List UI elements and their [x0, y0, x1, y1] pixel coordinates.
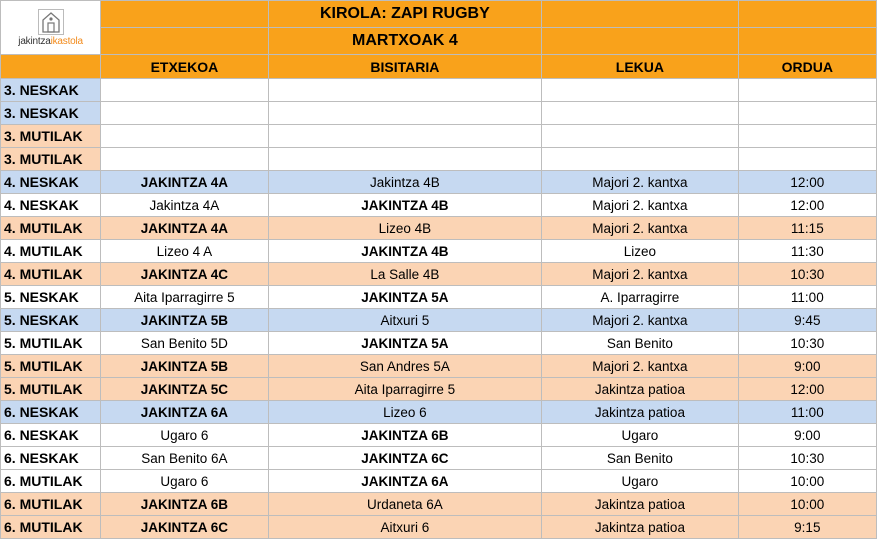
table-row [1, 194, 877, 217]
home-team-cell [101, 148, 268, 171]
time-cell [738, 125, 876, 148]
table-row [1, 309, 877, 332]
group-label: 4. NESKAK [1, 194, 101, 217]
home-team-cell: JAKINTZA 5C [101, 378, 268, 401]
table-row [1, 470, 877, 493]
home-team-cell: Ugaro 6 [101, 424, 268, 447]
home-team-cell: JAKINTZA 5B [101, 355, 268, 378]
table-row [1, 516, 877, 539]
logo-text-jakintza: jakintza [18, 35, 51, 47]
home-team-cell: JAKINTZA 4C [101, 263, 268, 286]
place-cell [542, 79, 738, 102]
logo-cell [1, 1, 101, 55]
table-row [1, 355, 877, 378]
place-cell: Majori 2. kantxa [542, 171, 738, 194]
home-team-cell: Ugaro 6 [101, 470, 268, 493]
header-spacer [542, 28, 738, 55]
place-cell [542, 125, 738, 148]
away-team-cell: Jakintza 4B [268, 171, 542, 194]
time-cell: 11:00 [738, 401, 876, 424]
table-row [1, 240, 877, 263]
group-label: 3. MUTILAK [1, 125, 101, 148]
away-team-cell: JAKINTZA 4B [268, 194, 542, 217]
time-cell: 10:30 [738, 263, 876, 286]
group-label: 6. MUTILAK [1, 493, 101, 516]
group-label: 6. NESKAK [1, 424, 101, 447]
place-cell: Jakintza patioa [542, 378, 738, 401]
away-team-cell: JAKINTZA 5A [268, 286, 542, 309]
time-cell: 9:15 [738, 516, 876, 539]
group-label: 5. NESKAK [1, 309, 101, 332]
away-team-cell: Aita Iparragirre 5 [268, 378, 542, 401]
group-column-header [1, 55, 101, 79]
home-team-cell [101, 125, 268, 148]
home-team-cell: San Benito 6A [101, 447, 268, 470]
home-team-cell: JAKINTZA 5B [101, 309, 268, 332]
group-label: 5. MUTILAK [1, 332, 101, 355]
away-team-cell: JAKINTZA 6A [268, 470, 542, 493]
place-cell: A. Iparragirre [542, 286, 738, 309]
place-cell: Jakintza patioa [542, 516, 738, 539]
home-team-cell: Jakintza 4A [101, 194, 268, 217]
table-row [1, 447, 877, 470]
table-row [1, 79, 877, 102]
table-row [1, 125, 877, 148]
group-label: 4. MUTILAK [1, 240, 101, 263]
home-team-cell: JAKINTZA 6A [101, 401, 268, 424]
place-cell: San Benito [542, 332, 738, 355]
header-spacer [101, 28, 268, 55]
table-row [1, 263, 877, 286]
group-label: 6. NESKAK [1, 401, 101, 424]
house-logo-icon [38, 9, 64, 35]
time-cell: 10:00 [738, 493, 876, 516]
away-team-cell: Urdaneta 6A [268, 493, 542, 516]
table-row [1, 332, 877, 355]
away-team-cell: JAKINTZA 5A [268, 332, 542, 355]
header-spacer [738, 28, 876, 55]
away-team-cell: Aitxuri 6 [268, 516, 542, 539]
away-team-cell: La Salle 4B [268, 263, 542, 286]
table-row [1, 286, 877, 309]
away-team-cell: Lizeo 6 [268, 401, 542, 424]
away-team-cell: JAKINTZA 6C [268, 447, 542, 470]
group-label: 4. MUTILAK [1, 263, 101, 286]
column-header-place: LEKUA [542, 55, 738, 79]
group-label: 5. MUTILAK [1, 378, 101, 401]
table-row [1, 424, 877, 447]
table-row [1, 378, 877, 401]
away-team-cell [268, 102, 542, 125]
column-header-away: BISITARIA [268, 55, 542, 79]
group-label: 3. NESKAK [1, 102, 101, 125]
place-cell: Ugaro [542, 424, 738, 447]
time-cell: 11:00 [738, 286, 876, 309]
time-cell: 9:00 [738, 355, 876, 378]
table-row [1, 493, 877, 516]
place-cell [542, 102, 738, 125]
away-team-cell: San Andres 5A [268, 355, 542, 378]
away-team-cell [268, 79, 542, 102]
group-label: 3. NESKAK [1, 79, 101, 102]
logo-text-ikastola: ikastola [50, 35, 83, 47]
table-row [1, 102, 877, 125]
place-cell [542, 148, 738, 171]
header-spacer [542, 1, 738, 28]
group-label: 6. NESKAK [1, 447, 101, 470]
home-team-cell: Lizeo 4 A [101, 240, 268, 263]
header-spacer [101, 1, 268, 28]
home-team-cell: San Benito 5D [101, 332, 268, 355]
place-cell: Jakintza patioa [542, 401, 738, 424]
sheet-date: MARTXOAK 4 [268, 28, 542, 55]
time-cell: 11:15 [738, 217, 876, 240]
time-cell: 12:00 [738, 171, 876, 194]
place-cell: Lizeo [542, 240, 738, 263]
home-team-cell: JAKINTZA 6B [101, 493, 268, 516]
group-label: 6. MUTILAK [1, 470, 101, 493]
away-team-cell: JAKINTZA 6B [268, 424, 542, 447]
time-cell: 11:30 [738, 240, 876, 263]
group-label: 4. MUTILAK [1, 217, 101, 240]
time-cell: 12:00 [738, 378, 876, 401]
time-cell: 9:00 [738, 424, 876, 447]
home-team-cell: JAKINTZA 6C [101, 516, 268, 539]
time-cell: 10:30 [738, 332, 876, 355]
column-header-time: ORDUA [738, 55, 876, 79]
away-team-cell: JAKINTZA 4B [268, 240, 542, 263]
place-cell: Majori 2. kantxa [542, 309, 738, 332]
time-cell: 10:30 [738, 447, 876, 470]
group-label: 5. NESKAK [1, 286, 101, 309]
home-team-cell: JAKINTZA 4A [101, 217, 268, 240]
away-team-cell [268, 148, 542, 171]
place-cell: Majori 2. kantxa [542, 194, 738, 217]
place-cell: San Benito [542, 447, 738, 470]
group-label: 5. MUTILAK [1, 355, 101, 378]
time-cell [738, 102, 876, 125]
away-team-cell: Aitxuri 5 [268, 309, 542, 332]
place-cell: Majori 2. kantxa [542, 217, 738, 240]
group-label: 6. MUTILAK [1, 516, 101, 539]
place-cell: Majori 2. kantxa [542, 355, 738, 378]
time-cell: 12:00 [738, 194, 876, 217]
time-cell [738, 79, 876, 102]
away-team-cell [268, 125, 542, 148]
time-cell: 10:00 [738, 470, 876, 493]
logo-text [18, 36, 83, 47]
away-team-cell: Lizeo 4B [268, 217, 542, 240]
group-label: 4. NESKAK [1, 171, 101, 194]
place-cell: Majori 2. kantxa [542, 263, 738, 286]
table-row [1, 401, 877, 424]
header-spacer [738, 1, 876, 28]
place-cell: Jakintza patioa [542, 493, 738, 516]
place-cell: Ugaro [542, 470, 738, 493]
column-header-home: ETXEKOA [101, 55, 268, 79]
sheet-title: KIROLA: ZAPI RUGBY [268, 1, 542, 28]
time-cell: 9:45 [738, 309, 876, 332]
table-row [1, 217, 877, 240]
home-team-cell [101, 102, 268, 125]
table-row [1, 148, 877, 171]
home-team-cell: JAKINTZA 4A [101, 171, 268, 194]
group-label: 3. MUTILAK [1, 148, 101, 171]
table-row [1, 171, 877, 194]
home-team-cell: Aita Iparragirre 5 [101, 286, 268, 309]
time-cell [738, 148, 876, 171]
school-logo [4, 6, 97, 50]
home-team-cell [101, 79, 268, 102]
